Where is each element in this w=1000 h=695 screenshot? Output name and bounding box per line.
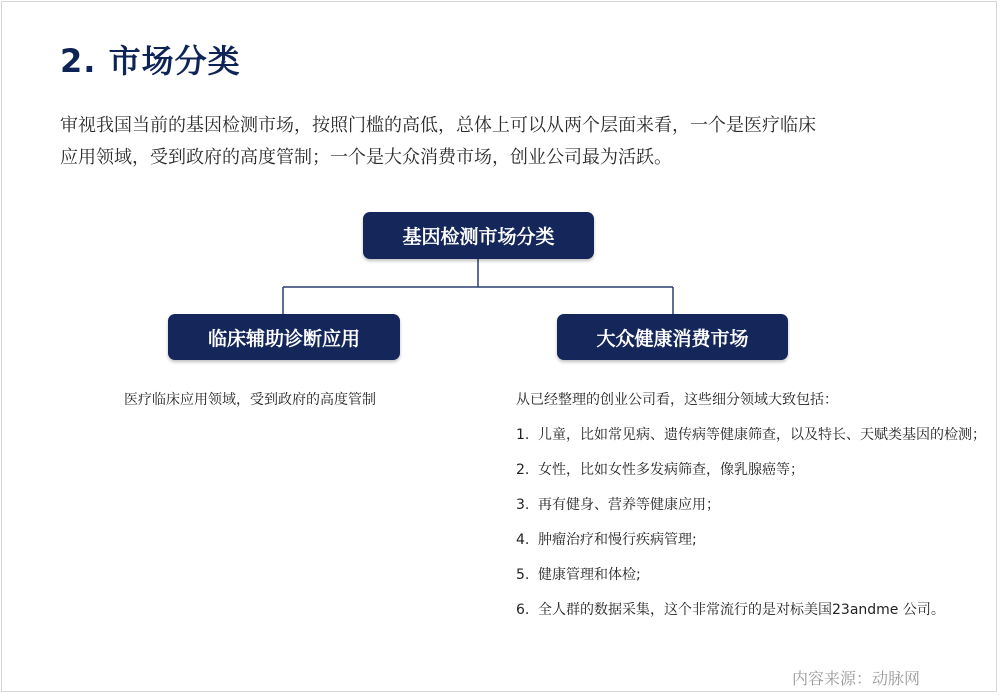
node-consumer: 大众健康消费市场 <box>557 314 788 360</box>
source-credit: 内容来源：动脉网 <box>791 669 920 688</box>
list-item <box>516 529 992 552</box>
list-item-text: 健康管理和体检; <box>538 567 641 583</box>
list-item-number: 5. <box>516 567 530 583</box>
consumer-segment-list <box>516 424 992 634</box>
consumer-intro: 从已经整理的创业公司看，这些细分领域大致包括： <box>516 392 838 408</box>
list-item-number: 2. <box>516 462 530 478</box>
list-item-number: 4. <box>516 532 530 548</box>
list-item-text: 肿瘤治疗和慢行疾病管理; <box>538 532 697 548</box>
clinical-description: 医疗临床应用领域，受到政府的高度管制 <box>124 392 376 408</box>
intro-paragraph <box>60 110 940 174</box>
list-item-number: 3. <box>516 497 530 513</box>
list-item-text: 女性，比如女性多发病筛查，像乳腺癌等； <box>538 462 804 478</box>
list-item <box>516 459 992 482</box>
list-item <box>516 494 992 517</box>
list-item <box>516 424 992 447</box>
list-item-number: 1. <box>516 427 530 443</box>
list-item-number: 6. <box>516 602 530 618</box>
list-item <box>516 599 992 622</box>
page-title: 2. 市场分类 <box>60 42 241 80</box>
list-item-text: 再有健身、营养等健康应用； <box>538 497 720 513</box>
intro-line: 审视我国当前的基因检测市场，按照门槛的高低，总体上可以从两个层面来看，一个是医疗临床 <box>60 115 816 136</box>
list-item-text: 全人群的数据采集，这个非常流行的是对标美国23andme 公司。 <box>538 602 945 618</box>
list-item <box>516 564 992 587</box>
node-root: 基因检测市场分类 <box>363 212 594 259</box>
list-item-text: 儿童，比如常见病、遗传病等健康筛查，以及特长、天赋类基因的检测； <box>538 427 986 443</box>
intro-line: 应用领域，受到政府的高度管制；一个是大众消费市场，创业公司最为活跃。 <box>60 147 672 168</box>
node-clinical: 临床辅助诊断应用 <box>168 314 400 360</box>
